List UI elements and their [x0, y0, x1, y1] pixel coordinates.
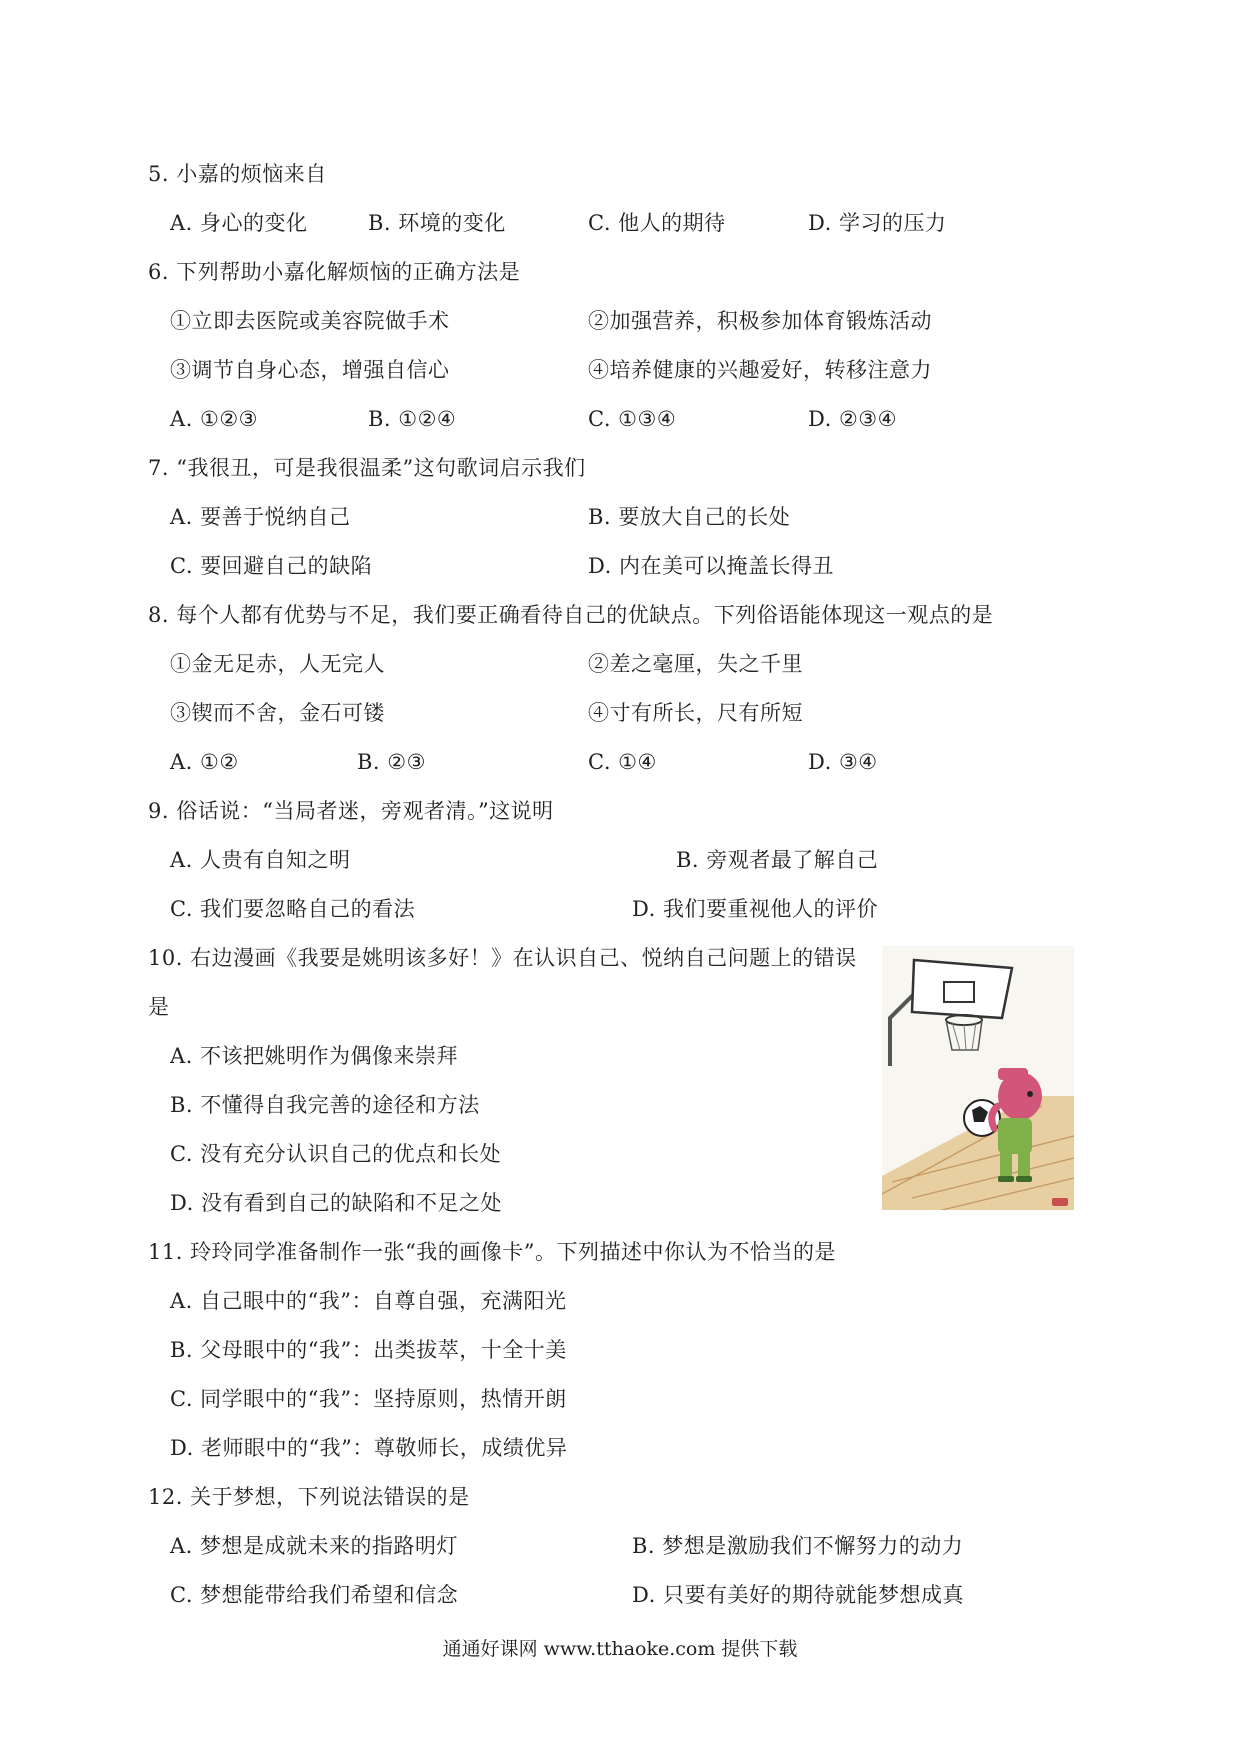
q11-option-d[interactable]: D. 老师眼中的“我”：尊敬师长，成绩优异 — [170, 1436, 568, 1460]
q5-option-d[interactable]: D. 学习的压力 — [808, 211, 947, 235]
q12-stem: 12. 关于梦想，下列说法错误的是 — [148, 1485, 470, 1509]
q7-option-b[interactable]: B. 要放大自己的长处 — [588, 505, 791, 529]
q7-option-d[interactable]: D. 内在美可以掩盖长得丑 — [588, 554, 834, 578]
q11-option-a[interactable]: A. 自己眼中的“我”：自尊自强，充满阳光 — [170, 1289, 567, 1313]
q5-stem: 5. 小嘉的烦恼来自 — [148, 162, 327, 186]
q7-option-c[interactable]: C. 要回避自己的缺陷 — [170, 554, 373, 578]
q5-option-a[interactable]: A. 身心的变化 — [170, 211, 308, 235]
q11-option-c[interactable]: C. 同学眼中的“我”：坚持原则，热情开朗 — [170, 1387, 567, 1411]
q9-stem: 9. 俗话说：“当局者迷，旁观者清。”这说明 — [148, 799, 554, 823]
q6-option-d[interactable]: D. ②③④ — [808, 407, 897, 431]
q6-item-4: ④培养健康的兴趣爱好，转移注意力 — [588, 358, 932, 382]
q6-option-b[interactable]: B. ①②④ — [368, 407, 457, 431]
q9-option-c[interactable]: C. 我们要忽略自己的看法 — [170, 897, 416, 921]
q8-item-3: ③锲而不舍，金石可镂 — [170, 701, 385, 725]
q8-stem: 8. 每个人都有优势与不足，我们要正确看待自己的优缺点。下列俗语能体现这一观点的是 — [148, 603, 994, 627]
q10-stem-line1: 10. 右边漫画《我要是姚明该多好！》在认识自己、悦纳自己问题上的错误 — [148, 946, 857, 970]
q5-option-c[interactable]: C. 他人的期待 — [588, 211, 726, 235]
q5-option-b[interactable]: B. 环境的变化 — [368, 211, 506, 235]
q10-stem-line2: 是 — [148, 995, 170, 1019]
q8-option-a[interactable]: A. ①② — [170, 750, 239, 774]
q10-option-b[interactable]: B. 不懂得自我完善的途径和方法 — [170, 1093, 480, 1117]
q11-stem: 11. 玲玲同学准备制作一张“我的画像卡”。下列描述中你认为不恰当的是 — [148, 1240, 837, 1264]
q8-item-1: ①金无足赤，人无完人 — [170, 652, 385, 676]
q6-stem: 6. 下列帮助小嘉化解烦恼的正确方法是 — [148, 260, 521, 284]
q10-option-a[interactable]: A. 不该把姚明作为偶像来崇拜 — [170, 1044, 459, 1068]
q12-option-d[interactable]: D. 只要有美好的期待就能梦想成真 — [632, 1583, 964, 1607]
basketball-cartoon-image — [882, 946, 1074, 1210]
q11-option-b[interactable]: B. 父母眼中的“我”：出类拔萃，十全十美 — [170, 1338, 567, 1362]
q9-option-b[interactable]: B. 旁观者最了解自己 — [676, 848, 879, 872]
q6-item-3: ③调节自身心态，增强自信心 — [170, 358, 450, 382]
q8-option-b[interactable]: B. ②③ — [357, 750, 426, 774]
q12-option-a[interactable]: A. 梦想是成就未来的指路明灯 — [170, 1534, 459, 1558]
q12-option-b[interactable]: B. 梦想是激励我们不懈努力的动力 — [632, 1534, 964, 1558]
q9-option-d[interactable]: D. 我们要重视他人的评价 — [632, 897, 878, 921]
q10-option-c[interactable]: C. 没有充分认识自己的优点和长处 — [170, 1142, 502, 1166]
q8-option-c[interactable]: C. ①④ — [588, 750, 657, 774]
q8-option-d[interactable]: D. ③④ — [808, 750, 878, 774]
q12-option-c[interactable]: C. 梦想能带给我们希望和信念 — [170, 1583, 459, 1607]
q8-item-2: ②差之毫厘，失之千里 — [588, 652, 803, 676]
q8-item-4: ④寸有所长，尺有所短 — [588, 701, 803, 725]
q6-option-c[interactable]: C. ①③④ — [588, 407, 677, 431]
q6-item-2: ②加强营养，积极参加体育锻炼活动 — [588, 309, 932, 333]
q7-option-a[interactable]: A. 要善于悦纳自己 — [170, 505, 351, 529]
page-footer: 通通好课网 www.tthaoke.com 提供下载 — [442, 1638, 798, 1660]
q10-option-d[interactable]: D. 没有看到自己的缺陷和不足之处 — [170, 1191, 502, 1215]
q6-item-1: ①立即去医院或美容院做手术 — [170, 309, 450, 333]
q9-option-a[interactable]: A. 人贵有自知之明 — [170, 848, 351, 872]
q6-option-a[interactable]: A. ①②③ — [170, 407, 258, 431]
q7-stem: 7. “我很丑，可是我很温柔”这句歌词启示我们 — [148, 456, 586, 480]
